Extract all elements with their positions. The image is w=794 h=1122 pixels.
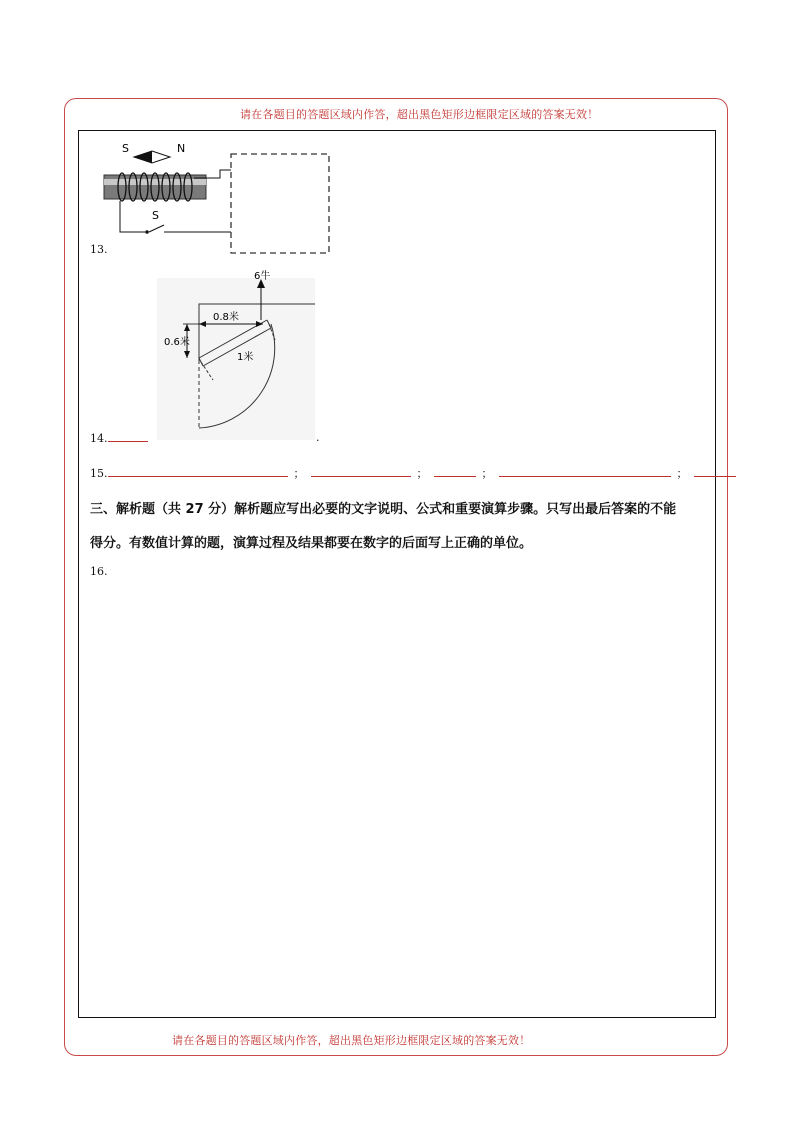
q15-number: 15. xyxy=(90,467,108,480)
q14-line xyxy=(90,431,148,445)
q14-lever-diagram xyxy=(155,268,320,443)
q16-answer-area[interactable] xyxy=(90,585,705,1005)
q13-switch-label: S xyxy=(152,209,159,222)
section3-instructions-line1: 三、解析题（共 27 分）解析题应写出必要的文字说明、公式和重要演算步骤。只写出最后答案的不能 xyxy=(90,502,677,517)
q13-wire-left xyxy=(120,201,145,232)
q14-end-mark: . xyxy=(316,431,320,444)
q14-number: 14. xyxy=(90,432,108,445)
bottom-warning-text: 请在各题目的答题区域内作答，超出黑色矩形边框限定区域的答案无效！ xyxy=(172,1034,531,1047)
q15-separator-4: ； xyxy=(676,467,688,480)
q13-dashed-answer-box xyxy=(231,154,329,253)
q15-blank-3[interactable] xyxy=(434,466,476,477)
q15-line xyxy=(90,465,736,481)
q14-force-label: 6牛 xyxy=(254,271,271,282)
q13-switch-blade xyxy=(149,225,164,232)
q14-vertical-label: 0.6米 xyxy=(164,337,190,348)
q15-blank-1[interactable] xyxy=(108,466,288,477)
q15-blank-4[interactable] xyxy=(499,466,671,477)
q14-answer-blank[interactable] xyxy=(108,431,148,442)
q15-separator-1: ； xyxy=(293,467,305,480)
q13-pole-n-label: N xyxy=(177,142,186,155)
q15-separator-3: ； xyxy=(481,467,493,480)
q13-solenoid-diagram xyxy=(100,140,335,258)
q15-blank-5[interactable] xyxy=(694,466,736,477)
q16-number: 16. xyxy=(90,565,108,578)
q15-blank-2[interactable] xyxy=(311,466,411,477)
q13-pole-s-label: S xyxy=(122,142,129,155)
q15-separator-2: ； xyxy=(416,467,428,480)
section3-instructions-line2: 得分。有数值计算的题，演算过程及结果都要在数字的后面写上正确的单位。 xyxy=(90,536,533,551)
q14-length-label: 1米 xyxy=(237,352,254,363)
top-warning-text: 请在各题目的答题区域内作答，超出黑色矩形边框限定区域的答案无效！ xyxy=(240,108,599,121)
q13-number: 13. xyxy=(90,243,108,256)
q14-horizontal-label: 0.8米 xyxy=(213,312,239,323)
